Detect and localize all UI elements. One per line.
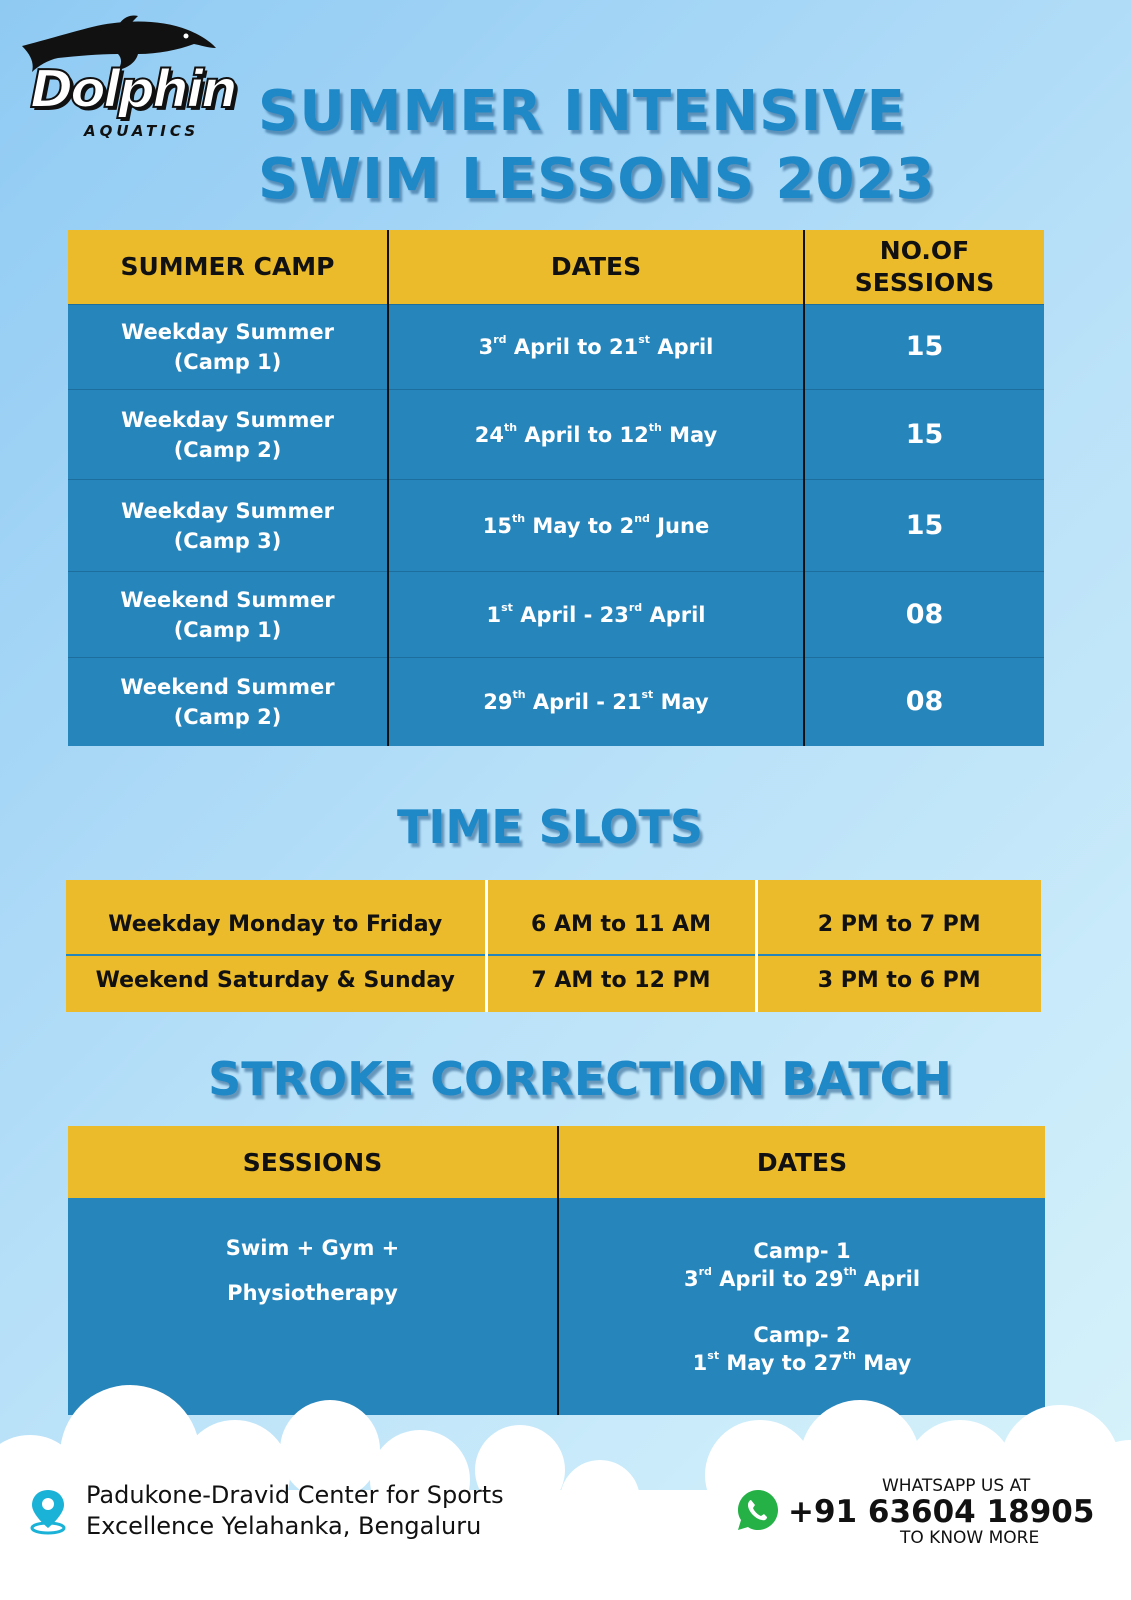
slot-evening: 3 PM to 6 PM [756,955,1041,1012]
slot-morning: 6 AM to 11 AM [486,880,756,955]
header-summer-camp: SUMMER CAMP [68,230,388,305]
title-line-2: SWIM LESSONS 2023 [258,147,936,212]
slot-label: Weekend Saturday & Sunday [66,955,486,1012]
camp-sessions: 15 [804,305,1044,390]
slot-morning: 7 AM to 12 PM [486,955,756,1012]
summer-camp-table [68,230,1044,746]
whatsapp-label: WHATSAPP US AT [882,1476,1031,1496]
table-row [68,658,1044,746]
address-text: Padukone-Dravid Center for Sports Excellence Yelahanka, Bengaluru [86,1481,504,1540]
camp-name: Weekday Summer (Camp 3) [68,480,388,572]
table-header-row [68,230,1044,305]
camp-2: Camp- 2 1st May to 27th May [692,1322,912,1375]
title-line-1: SUMMER INTENSIVE [258,79,906,144]
brand-tagline: AQUATICS [84,122,200,140]
footer-contact [734,1476,1094,1556]
location-pin-icon [28,1486,68,1536]
table-header-row [68,1126,1045,1198]
camp-sessions: 15 [804,390,1044,480]
stroke-correction-table [68,1126,1045,1415]
page-title [258,78,935,214]
camp-name: Weekday Summer (Camp 1) [68,305,388,390]
table-row [68,572,1044,658]
camp-sessions: 08 [804,572,1044,658]
whatsapp-icon[interactable] [734,1486,782,1534]
table-row [66,955,1041,1012]
camp-name: Weekday Summer (Camp 2) [68,390,388,480]
camp-dates: 1st April - 23rd April [388,572,804,658]
time-slots-title: TIME SLOTS [396,800,704,854]
camp-dates: 29th April - 21st May [388,658,804,746]
camp-1: Camp- 1 3rd April to 29th April [683,1238,921,1291]
table-row [68,480,1044,572]
header-dates: DATES [388,230,804,305]
header-sessions: SESSIONS [68,1126,558,1198]
logo [18,14,235,144]
slot-evening: 2 PM to 7 PM [756,880,1041,955]
camp-sessions: 08 [804,658,1044,746]
camp-name: Weekend Summer (Camp 2) [68,658,388,746]
slot-label: Weekday Monday to Friday [66,880,486,955]
sessions-cell: Swim + Gym + Physiotherapy [68,1198,558,1415]
header-dates: DATES [558,1126,1045,1198]
camp-name: Weekend Summer (Camp 1) [68,572,388,658]
header-sessions: NO.OF SESSIONS [804,230,1044,305]
know-more-label: TO KNOW MORE [900,1528,1040,1548]
camp-sessions: 15 [804,480,1044,572]
camp-dates: 3rd April to 21st April [388,305,804,390]
table-row [68,390,1044,480]
phone-number[interactable]: +91 63604 18905 [788,1494,1095,1530]
camp-dates: 24th April to 12th May [388,390,804,480]
time-slots-table [66,880,1041,1012]
brand-name: Dolphin [30,60,235,120]
table-row [66,880,1041,955]
camp-dates: 15th May to 2nd June [388,480,804,572]
stroke-correction-title: STROKE CORRECTION BATCH [208,1052,952,1106]
table-row [68,305,1044,390]
